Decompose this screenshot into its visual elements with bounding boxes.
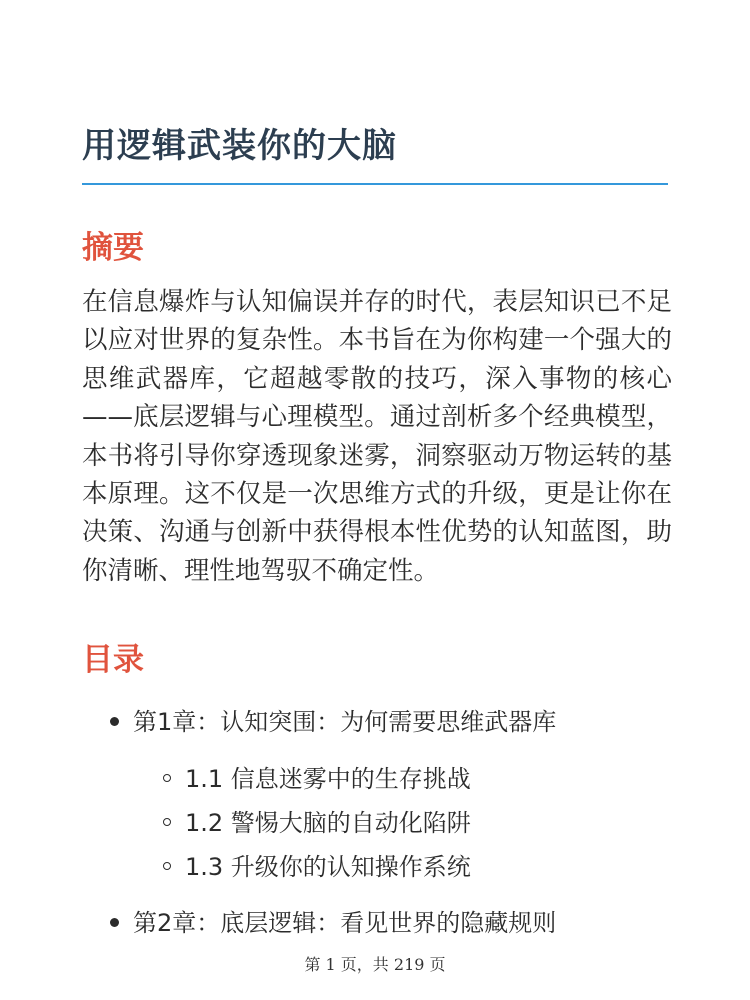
toc-section-label: 1.1 信息迷雾中的生存挑战 [185, 765, 471, 793]
abstract-heading: 摘要 [82, 230, 144, 266]
document-title: 用逻辑武装你的大脑 [82, 126, 397, 166]
circle-bullet-icon [163, 774, 171, 782]
bullet-icon [110, 717, 119, 726]
page-number-footer: 第 1 页，共 219 页 [304, 955, 446, 974]
abstract-body: 在信息爆炸与认知偏误并存的时代，表层知识已不足以应对世界的复杂性。本书旨在为你构建一个强大的思维武器库，它超越零散的技巧，深入事物的核心——底层逻辑与心理模型。通过剖析多个经典模型，本书将引导你穿透现象迷雾，洞察驱动万物运转的基本原理。这不仅是一次思维方式的升级，更是让你在决策、沟通与创新中获得根本性优势的认知蓝图，助你清晰、理性地驾驭不确定性。 [82, 287, 672, 586]
toc-section-1-2[interactable] [163, 803, 471, 838]
toc-section-label: 1.3 升级你的认知操作系统 [185, 853, 471, 881]
toc-section-1-3[interactable] [163, 847, 471, 882]
bullet-icon [110, 918, 119, 927]
toc-chapter-1[interactable] [110, 702, 556, 737]
toc-chapter-2[interactable] [110, 903, 556, 938]
title-divider [82, 183, 668, 185]
toc-chapter-label: 第1章：认知突围：为何需要思维武器库 [133, 708, 557, 736]
toc-chapter-label: 第2章：底层逻辑：看见世界的隐藏规则 [133, 909, 557, 937]
circle-bullet-icon [163, 862, 171, 870]
toc-section-1-1[interactable] [163, 759, 471, 794]
circle-bullet-icon [163, 818, 171, 826]
toc-section-label: 1.2 警惕大脑的自动化陷阱 [185, 809, 471, 837]
toc-heading: 目录 [82, 642, 144, 678]
